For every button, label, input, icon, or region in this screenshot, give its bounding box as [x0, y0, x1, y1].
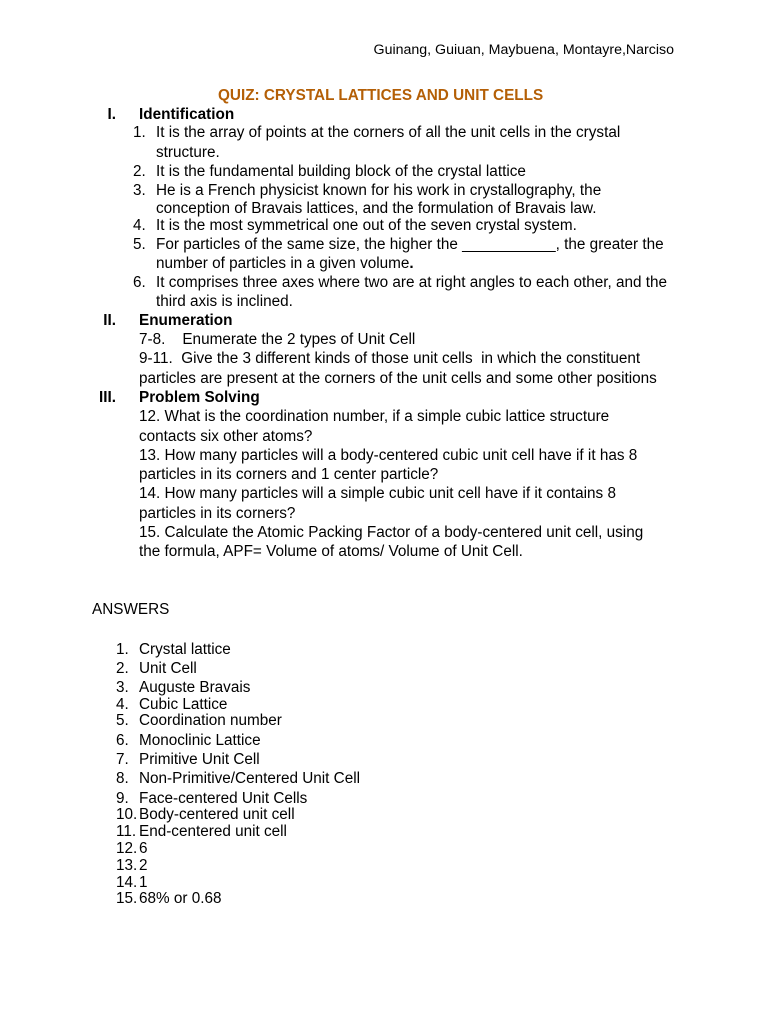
answer-text: Primitive Unit Cell: [139, 751, 260, 768]
quiz-title: QUIZ: CRYSTAL LATTICES AND UNIT CELLS: [218, 87, 544, 104]
section-heading: Enumeration: [139, 312, 233, 329]
item-text-line: 14. How many particles will a simple cubic unit cell have if it contains 8: [139, 485, 616, 502]
answer-number: 7.: [116, 751, 129, 768]
answer-text: Cubic Lattice: [139, 696, 228, 713]
answer-number: 11.: [116, 823, 137, 840]
answer-number: 1.: [116, 641, 129, 658]
item-text-line: [156, 255, 414, 273]
item-number: 3.: [133, 182, 146, 199]
section-numeral: II.: [103, 312, 116, 329]
answer-number: 12.: [116, 840, 138, 857]
answer-text: Coordination number: [139, 712, 282, 729]
item-text-line: 13. How many particles will a body-centered cubic unit cell have if it has 8: [139, 447, 638, 464]
section-heading: Problem Solving: [139, 389, 260, 406]
answer-number: 9.: [116, 790, 129, 807]
item-text-line: the formula, APF= Volume of atoms/ Volume of Unit Cell.: [139, 543, 523, 560]
answer-number: 13.: [116, 857, 138, 874]
answer-text: Monoclinic Lattice: [139, 732, 261, 749]
item-text-line: 12. What is the coordination number, if a simple cubic lattice structure: [139, 408, 610, 425]
answer-number: 10.: [116, 806, 138, 823]
item-number: 2.: [133, 163, 146, 180]
answer-text: 68% or 0.68: [139, 890, 222, 907]
item-number: 5.: [133, 236, 146, 253]
item-number: 1.: [133, 124, 146, 141]
answer-text: Body-centered unit cell: [139, 806, 295, 823]
answer-text: 1: [139, 874, 148, 891]
answers-heading: ANSWERS: [92, 601, 170, 618]
item-text-line: It is the most symmetrical one out of the seven crystal system.: [156, 217, 577, 234]
item-number: 4.: [133, 217, 146, 234]
answer-text: Face-centered Unit Cells: [139, 790, 308, 807]
answer-number: 8.: [116, 770, 129, 787]
item-text-line: For particles of the same size, the higher the ___________, the greater the: [156, 236, 664, 253]
answer-number: 6.: [116, 732, 129, 749]
section-numeral: I.: [107, 106, 116, 123]
answer-text: 2: [139, 857, 148, 874]
answer-text: Auguste Bravais: [139, 679, 251, 696]
item-text-line: contacts six other atoms?: [139, 428, 313, 445]
item-text-line: 15. Calculate the Atomic Packing Factor of a body-centered unit cell, using: [139, 524, 644, 541]
answer-number: 5.: [116, 712, 129, 729]
section-numeral: III.: [99, 389, 116, 406]
section-heading: Identification: [139, 106, 235, 123]
answer-number: 15.: [116, 890, 138, 907]
answer-text: Crystal lattice: [139, 641, 231, 658]
answer-text: End-centered unit cell: [139, 823, 287, 840]
item-text-line: structure.: [156, 144, 220, 161]
item-text-line: 7-8. Enumerate the 2 types of Unit Cell: [139, 331, 416, 348]
item-text-line: It comprises three axes where two are at right angles to each other, and the: [156, 274, 668, 291]
item-text-line: particles in its corners and 1 center particle?: [139, 466, 439, 483]
answer-number: 14.: [116, 874, 138, 891]
item-text-line: particles in its corners?: [139, 505, 296, 522]
answer-text: Non-Primitive/Centered Unit Cell: [139, 770, 361, 787]
answer-number: 4.: [116, 696, 129, 713]
author-names: Guinang, Guiuan, Maybuena, Montayre,Narciso: [373, 42, 674, 58]
answer-text: 6: [139, 840, 148, 857]
item-text-line: conception of Bravais lattices, and the formulation of Bravais law.: [156, 200, 597, 217]
answer-number: 3.: [116, 679, 129, 696]
item-text-line: It is the fundamental building block of the crystal lattice: [156, 163, 526, 180]
item-text-line: He is a French physicist known for his work in crystallography, the: [156, 182, 602, 199]
item-text: number of particles in a given volume: [156, 255, 410, 272]
answer-text: Unit Cell: [139, 660, 197, 677]
item-text-line: 9-11. Give the 3 different kinds of those unit cells in which the constituent: [139, 350, 641, 367]
item-text-line: third axis is inclined.: [156, 293, 293, 310]
bold-period: .: [409, 255, 414, 272]
item-text-line: particles are present at the corners of the unit cells and some other positions: [139, 370, 657, 387]
item-text-line: It is the array of points at the corners of all the unit cells in the crystal: [156, 124, 621, 141]
item-number: 6.: [133, 274, 146, 291]
answer-number: 2.: [116, 660, 129, 677]
